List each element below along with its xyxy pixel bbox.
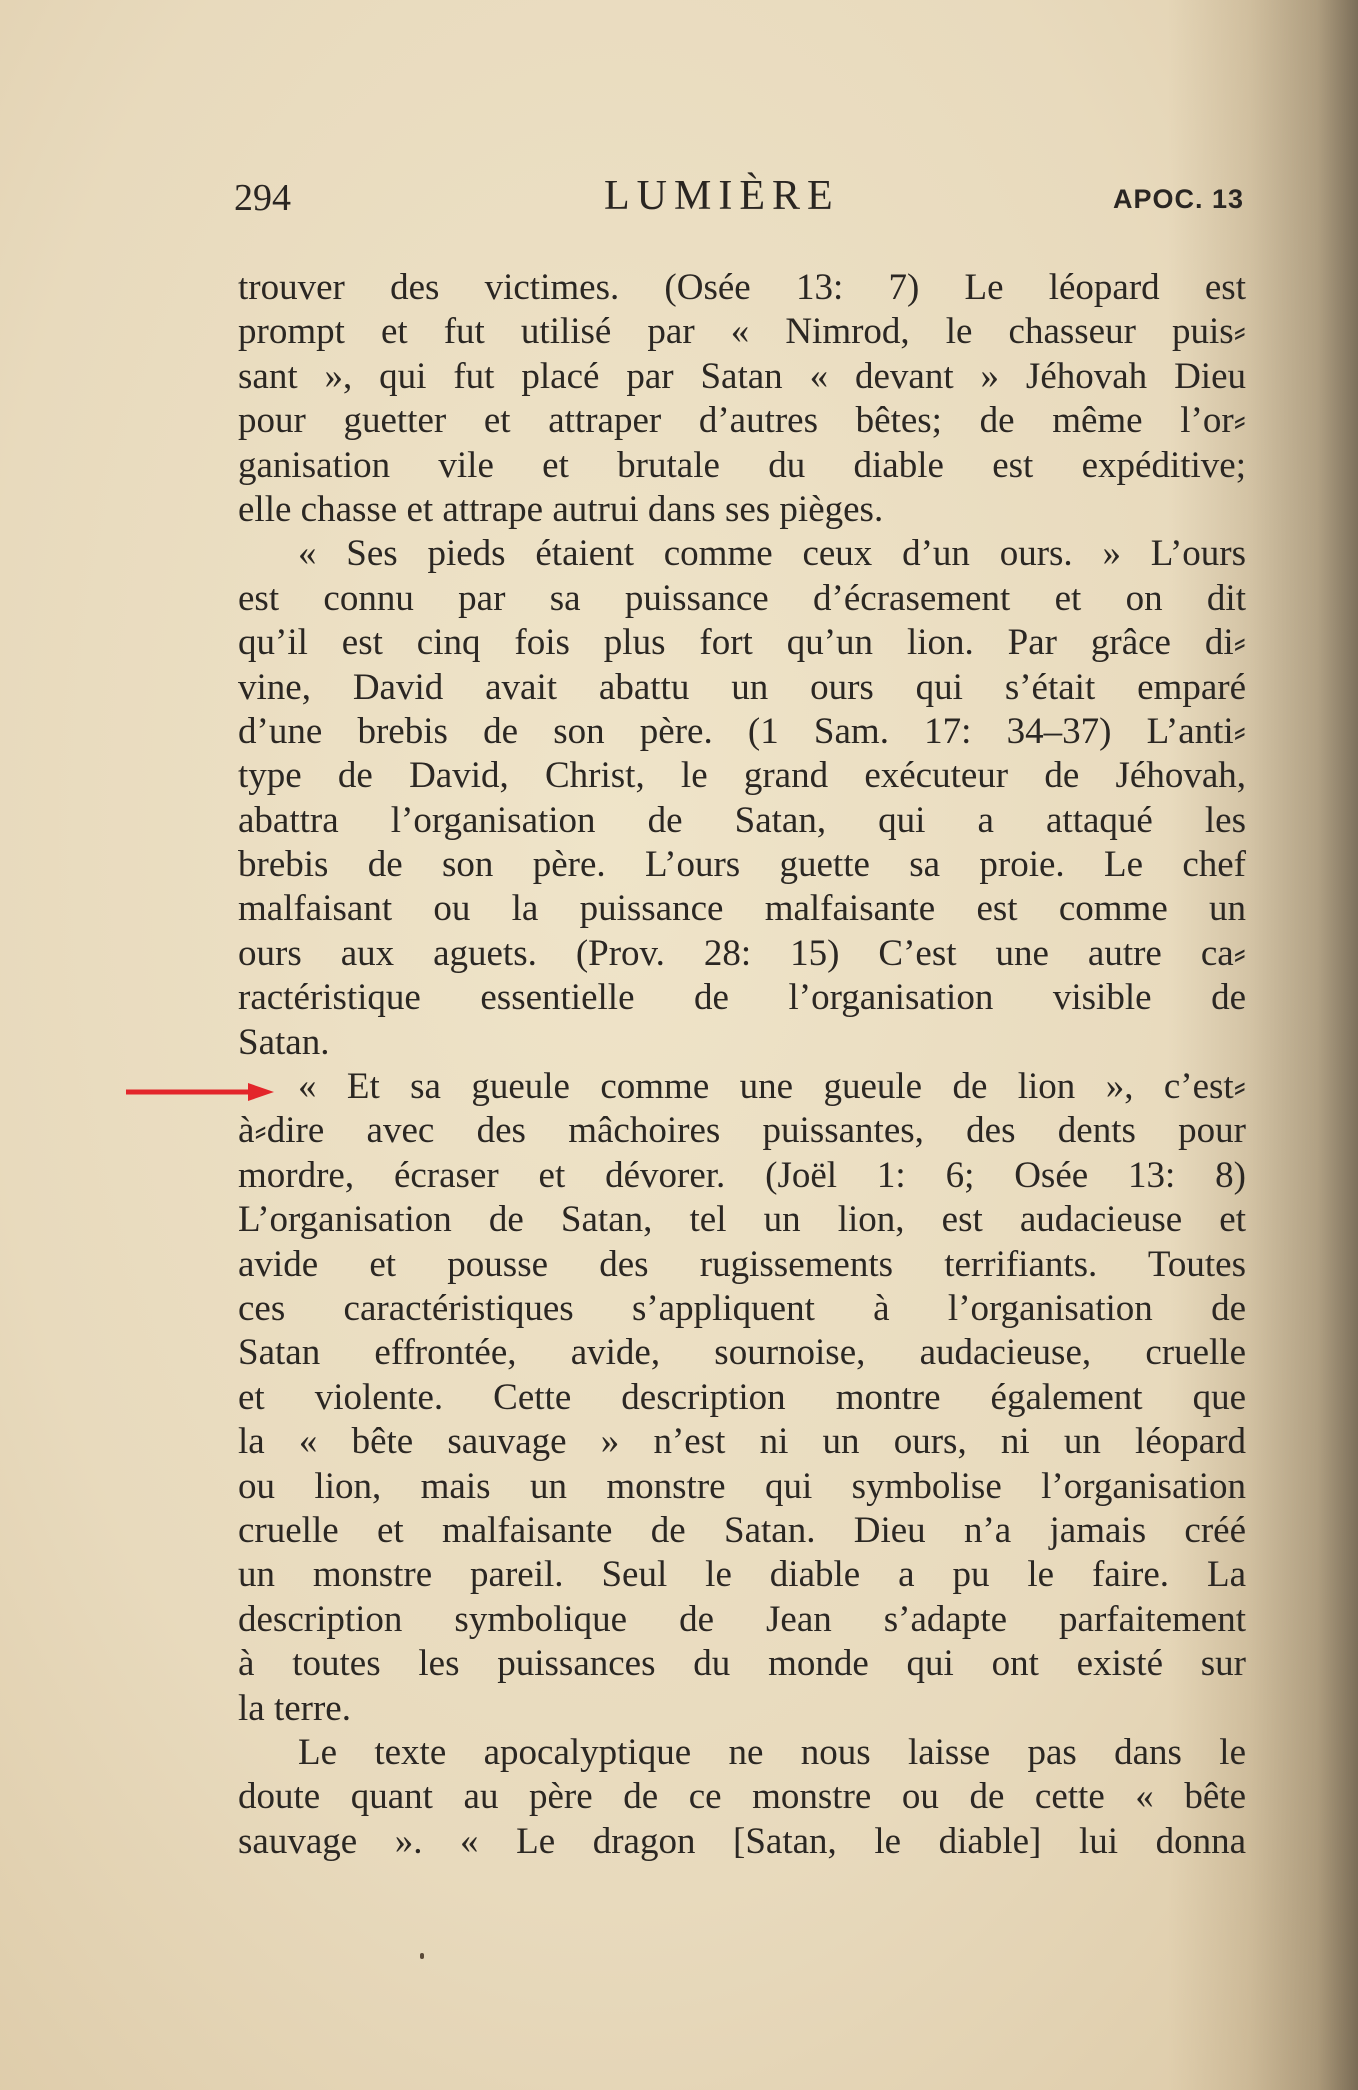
text-line: avide et pousse des rugissements terrifiants. Toutes — [238, 1243, 1246, 1285]
text-line: à⸗dire avec des mâchoires puissantes, des dents pour — [238, 1110, 1246, 1152]
text-line: « Et sa gueule comme une gueule de lion », c’est⸗ — [298, 1066, 1246, 1108]
body-text — [238, 266, 1246, 1864]
paragraph — [238, 532, 1246, 1065]
text-line: ganisation vile et brutale du diable est expéditive; — [238, 444, 1246, 486]
text-line: L’organisation de Satan, tel un lion, est audacieuse et — [238, 1199, 1246, 1241]
text-line: sant », qui fut placé par Satan « devant » Jéhovah Dieu — [238, 355, 1246, 397]
text-line: « Ses pieds étaient comme ceux d’un ours. » L’ours — [298, 533, 1246, 575]
text-line: la « bête sauvage » n’est ni un ours, ni un léopard — [238, 1421, 1246, 1463]
text-line: vine, David avait abattu un ours qui s’était emparé — [238, 666, 1246, 708]
text-line: ours aux aguets. (Prov. 28: 15) C’est une autre ca⸗ — [238, 932, 1246, 974]
text-line: d’une brebis de son père. (1 Sam. 17: 34–37) L’anti⸗ — [238, 710, 1246, 752]
text-line: type de David, Christ, le grand exécuteur de Jéhovah, — [238, 755, 1246, 797]
text-line: brebis de son père. L’ours guette sa proie. Le chef — [238, 844, 1246, 886]
text-line: qu’il est cinq fois plus fort qu’un lion. Par grâce di⸗ — [238, 622, 1246, 664]
text-line: un monstre pareil. Seul le diable a pu le faire. La — [238, 1554, 1246, 1596]
paragraph — [238, 266, 1246, 532]
red-arrow-icon — [126, 1080, 274, 1104]
text-line: elle chasse et attrape autrui dans ses pièges. — [238, 488, 884, 530]
text-line: abattra l’organisation de Satan, qui a attaqué les — [238, 799, 1246, 841]
text-line: et violente. Cette description montre également que — [238, 1376, 1246, 1418]
paragraph — [238, 1731, 1246, 1864]
paper-speck — [420, 1953, 424, 1959]
text-line: doute quant au père de ce monstre ou de cette « bête — [238, 1776, 1246, 1818]
text-line: ou lion, mais un monstre qui symbolise l’organisation — [238, 1465, 1246, 1507]
text-line: est connu par sa puissance d’écrasement et on dit — [238, 577, 1246, 619]
text-line: description symbolique de Jean s’adapte parfaitement — [238, 1598, 1246, 1640]
page-header — [234, 172, 1244, 232]
page-number: 294 — [234, 177, 291, 219]
text-line: cruelle et malfaisante de Satan. Dieu n’a jamais créé — [238, 1509, 1246, 1551]
chapter-reference: APOC. 13 — [1112, 184, 1244, 214]
text-line: mordre, écraser et dévorer. (Joël 1: 6; Osée 13: 8) — [238, 1154, 1246, 1196]
text-line: prompt et fut utilisé par « Nimrod, le chasseur puis⸗ — [238, 311, 1246, 353]
text-line: malfaisant ou la puissance malfaisante est comme un — [238, 888, 1246, 930]
text-line: à toutes les puissances du monde qui ont existé sur — [238, 1643, 1246, 1685]
running-title: LUMIÈRE — [604, 173, 840, 219]
paragraph — [238, 1065, 1246, 1731]
text-line: trouver des victimes. (Osée 13: 7) Le léopard est — [238, 267, 1246, 308]
text-line: sauvage ». « Le dragon [Satan, le diable] lui donna — [238, 1820, 1246, 1862]
text-line: Le texte apocalyptique ne nous laisse pas dans le — [298, 1731, 1246, 1773]
text-line: Satan. — [238, 1021, 330, 1063]
text-line: Satan effrontée, avide, sournoise, audacieuse, cruelle — [238, 1332, 1246, 1374]
text-line: ces caractéristiques s’appliquent à l’organisation de — [238, 1287, 1246, 1329]
text-line: pour guetter et attraper d’autres bêtes; de même l’or⸗ — [238, 400, 1246, 442]
text-line: ractéristique essentielle de l’organisation visible de — [238, 977, 1246, 1019]
text-line: la terre. — [238, 1687, 351, 1729]
